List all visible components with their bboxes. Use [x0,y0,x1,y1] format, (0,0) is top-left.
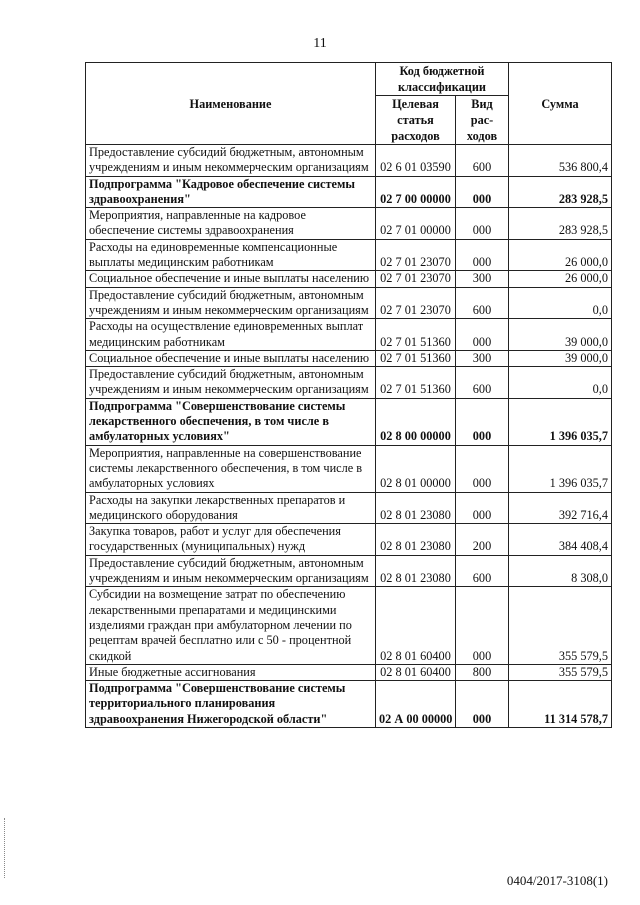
cell-sum: 0,0 [509,367,612,399]
table-row [86,367,612,399]
cell-name: Подпрограмма "Совершенствование системы лекарственного обеспечения, в том числе в амбулаторных условиях" [86,398,376,445]
table-row [86,271,612,287]
table-row [86,398,612,445]
cell-sum: 26 000,0 [509,271,612,287]
cell-code: 02 8 01 23080 [376,492,456,524]
table-row [86,524,612,556]
margin-mark [4,818,6,878]
cell-name: Подпрограмма "Кадровое обеспечение системы здравоохранения" [86,176,376,208]
cell-type: 600 [456,555,509,587]
cell-sum: 355 579,5 [509,664,612,680]
cell-type: 000 [456,492,509,524]
table-body [86,145,612,728]
cell-sum: 283 928,5 [509,208,612,240]
cell-code: 02 8 01 00000 [376,445,456,492]
header-target-item: Целевая статья расходов [376,96,456,145]
cell-code: 02 8 01 23080 [376,555,456,587]
cell-name: Иные бюджетные ассигнования [86,664,376,680]
footer-document-code: 0404/2017-3108(1) [506,873,608,888]
cell-type: 000 [456,176,509,208]
cell-type: 300 [456,350,509,366]
cell-code: 02 8 00 00000 [376,398,456,445]
cell-name: Предоставление субсидий бюджетным, автономным учреждениям и иным некоммерческим организациям [86,287,376,319]
table-row [86,492,612,524]
cell-code: 02 А 00 00000 [376,681,456,728]
cell-type: 000 [456,398,509,445]
cell-name: Предоставление субсидий бюджетным, автономным учреждениям и иным некоммерческим организациям [86,555,376,587]
cell-code: 02 7 01 23070 [376,287,456,319]
table-row [86,681,612,728]
cell-code: 02 7 01 23070 [376,271,456,287]
cell-sum: 39 000,0 [509,350,612,366]
cell-sum: 355 579,5 [509,587,612,664]
table-row [86,145,612,177]
cell-type: 000 [456,681,509,728]
cell-type: 600 [456,287,509,319]
cell-sum: 1 396 035,7 [509,445,612,492]
cell-code: 02 8 01 60400 [376,664,456,680]
cell-sum: 8 308,0 [509,555,612,587]
table-row [86,239,612,271]
cell-sum: 39 000,0 [509,319,612,351]
cell-sum: 1 396 035,7 [509,398,612,445]
cell-code: 02 7 01 51360 [376,350,456,366]
header-name: Наименование [86,63,376,145]
cell-code: 02 7 00 00000 [376,176,456,208]
cell-name: Социальное обеспечение и иные выплаты населению [86,271,376,287]
cell-name: Подпрограмма "Совершенствование системы территориального планирования здравоохранения Нижегородской области" [86,681,376,728]
cell-sum: 0,0 [509,287,612,319]
cell-sum: 384 408,4 [509,524,612,556]
cell-code: 02 8 01 60400 [376,587,456,664]
table-row [86,587,612,664]
cell-sum: 536 800,4 [509,145,612,177]
table-row [86,287,612,319]
cell-type: 000 [456,208,509,240]
cell-name: Социальное обеспечение и иные выплаты населению [86,350,376,366]
table-row [86,664,612,680]
cell-type: 000 [456,587,509,664]
cell-type: 000 [456,445,509,492]
header-code-group: Код бюджетной классификации [376,63,509,96]
cell-sum: 283 928,5 [509,176,612,208]
cell-name: Расходы на единовременные компенсационные выплаты медицинским работникам [86,239,376,271]
cell-name: Предоставление субсидий бюджетным, автономным учреждениям и иным некоммерческим организациям [86,367,376,399]
cell-sum: 26 000,0 [509,239,612,271]
cell-code: 02 8 01 23080 [376,524,456,556]
cell-type: 800 [456,664,509,680]
cell-name: Предоставление субсидий бюджетным, автономным учреждениям и иным некоммерческим организациям [86,145,376,177]
table-row [86,208,612,240]
cell-type: 300 [456,271,509,287]
cell-type: 200 [456,524,509,556]
header-amount: Сумма [509,63,612,145]
cell-code: 02 7 01 51360 [376,367,456,399]
table-row [86,350,612,366]
table-row [86,555,612,587]
cell-sum: 392 716,4 [509,492,612,524]
table-row [86,176,612,208]
table-row [86,445,612,492]
cell-name: Мероприятия, направленные на кадровое обеспечение системы здравоохранения [86,208,376,240]
page-number: 11 [313,36,327,51]
cell-code: 02 6 01 03590 [376,145,456,177]
cell-code: 02 7 01 23070 [376,239,456,271]
table-header [86,63,612,145]
budget-table [85,62,612,728]
cell-type: 600 [456,367,509,399]
cell-type: 600 [456,145,509,177]
cell-name: Закупка товаров, работ и услуг для обеспечения государственных (муниципальных) нужд [86,524,376,556]
table-row [86,319,612,351]
header-expense-type: Вид рас-ходов [456,96,509,145]
cell-name: Субсидии на возмещение затрат по обеспечению лекарственными препаратами и медицинскими изделиями граждан при амбулаторном лечении по рецептам врачей бесплатно или с 50 - процентной скидкой [86,587,376,664]
cell-name: Мероприятия, направленные на совершенствование системы лекарственного обеспечения, в том числе в амбулаторных условиях [86,445,376,492]
cell-type: 000 [456,319,509,351]
cell-code: 02 7 01 00000 [376,208,456,240]
cell-name: Расходы на осуществление единовременных выплат медицинским работникам [86,319,376,351]
cell-code: 02 7 01 51360 [376,319,456,351]
cell-sum: 11 314 578,7 [509,681,612,728]
cell-name: Расходы на закупки лекарственных препаратов и медицинского оборудования [86,492,376,524]
cell-type: 000 [456,239,509,271]
